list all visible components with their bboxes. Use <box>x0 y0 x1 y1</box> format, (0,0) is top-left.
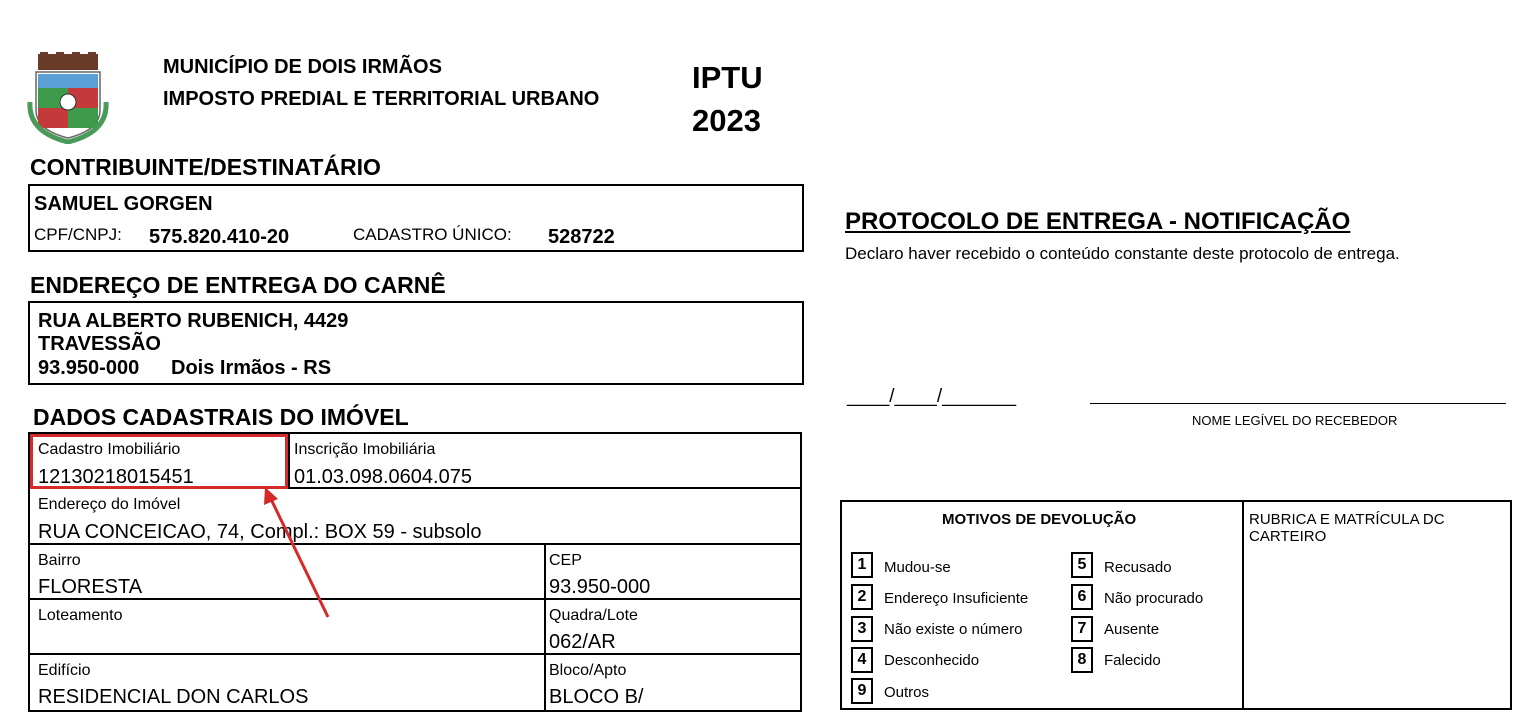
cadastro-imobiliario-value: 12130218015451 <box>38 466 194 488</box>
bloco-apto-label: Bloco/Apto <box>549 662 627 679</box>
option-9-number: 9 <box>851 678 873 704</box>
protocol-statement: Declaro haver recebido o conteúdo constante deste protocolo de entrega. <box>845 244 1400 263</box>
cadastro-imobiliario-label: Cadastro Imobiliário <box>38 441 181 458</box>
cep-value: 93.950-000 <box>549 576 651 598</box>
tax-code: IPTU <box>692 60 763 95</box>
option-2-label: Endereço Insuficiente <box>884 590 1029 607</box>
highlight-box <box>30 434 288 489</box>
tax-year: 2023 <box>692 103 761 138</box>
delivery-line1: RUA ALBERTO RUBENICH, 4429 <box>38 310 349 332</box>
annotation-arrow <box>255 485 345 620</box>
cadastro-unico-value: 528722 <box>548 226 615 248</box>
returns-title: MOTIVOS DE DEVOLUÇÃO <box>942 511 1137 528</box>
delivery-city: Dois Irmãos - RS <box>171 357 332 379</box>
quadra-lote-label: Quadra/Lote <box>549 607 638 624</box>
option-8-number: 8 <box>1071 647 1093 673</box>
municipal-coat-of-arms-icon <box>26 52 110 144</box>
delivery-cep: 93.950-000 <box>38 357 140 379</box>
option-7-number: 7 <box>1071 616 1093 642</box>
bloco-apto-value: BLOCO B/ <box>549 686 644 708</box>
option-6-number: 6 <box>1071 584 1093 610</box>
option-3-label: Não existe o número <box>884 621 1023 638</box>
contributor-section-title: CONTRIBUINTE/DESTINATÁRIO <box>30 154 381 180</box>
bairro-value: FLORESTA <box>38 576 143 598</box>
bairro-label: Bairro <box>38 552 81 569</box>
cep-label: CEP <box>549 552 582 569</box>
option-7-label: Ausente <box>1104 621 1160 638</box>
date-line: ____/____/_______ <box>847 386 1017 407</box>
cadastro-unico-label: CADASTRO ÚNICO: <box>353 225 512 244</box>
receiver-signature-line <box>1090 403 1506 404</box>
edificio-value: RESIDENCIAL DON CARLOS <box>38 686 309 708</box>
option-2-number: 2 <box>851 584 873 610</box>
delivery-section-title: ENDEREÇO DE ENTREGA DO CARNÊ <box>30 272 446 298</box>
edificio-label: Edifício <box>38 662 91 679</box>
inscricao-value: 01.03.098.0604.075 <box>294 466 472 488</box>
rubrica-label: RUBRICA E MATRÍCULA DC CARTEIRO <box>1249 511 1445 545</box>
cpf-label: CPF/CNPJ: <box>34 225 122 244</box>
option-8-label: Falecido <box>1104 652 1161 669</box>
inscricao-label: Inscrição Imobiliária <box>294 441 436 458</box>
loteamento-label: Loteamento <box>38 607 123 624</box>
option-5-label: Recusado <box>1104 559 1172 576</box>
receiver-label: NOME LEGÍVEL DO RECEBEDOR <box>1192 413 1398 428</box>
endereco-imovel-label: Endereço do Imóvel <box>38 496 181 513</box>
option-1-number: 1 <box>851 552 873 578</box>
option-1-label: Mudou-se <box>884 559 951 576</box>
delivery-line2: TRAVESSÃO <box>38 333 161 355</box>
contributor-name: SAMUEL GORGEN <box>34 193 213 215</box>
endereco-imovel-value: RUA CONCEICAO, 74, Compl.: BOX 59 - subsolo <box>38 521 482 543</box>
cpf-value: 575.820.410-20 <box>149 226 290 248</box>
quadra-lote-value: 062/AR <box>549 631 616 653</box>
property-section-title: DADOS CADASTRAIS DO IMÓVEL <box>33 404 409 430</box>
option-6-label: Não procurado <box>1104 590 1204 607</box>
option-3-number: 3 <box>851 616 873 642</box>
option-4-label: Desconhecido <box>884 652 980 669</box>
tax-name: IMPOSTO PREDIAL E TERRITORIAL URBANO <box>163 88 600 110</box>
option-9-label: Outros <box>884 684 930 701</box>
municipality-name: MUNICÍPIO DE DOIS IRMÃOS <box>163 56 442 78</box>
option-4-number: 4 <box>851 647 873 673</box>
option-5-number: 5 <box>1071 552 1093 578</box>
protocol-title: PROTOCOLO DE ENTREGA - NOTIFICAÇÃO <box>845 208 1351 235</box>
